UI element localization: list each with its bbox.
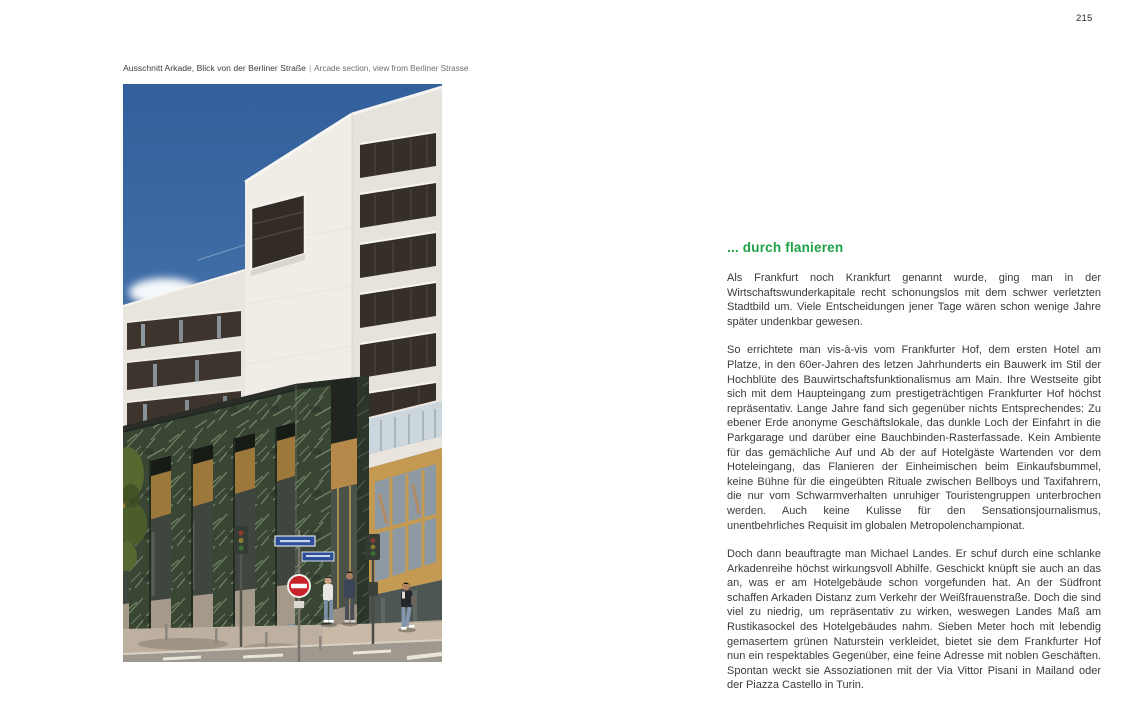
article-column (727, 240, 1101, 707)
photo-caption (123, 63, 623, 73)
paragraph-1: Als Frankfurt noch Krankfurt genannt wurde, ging man in der Wirtschaftswunderkapitale recht schonungslos mit dem schwer verletzten Stadtbild um. Viele Entscheidungen jener Tage wären schon wenige Jahre später undenkbar gewesen. (727, 272, 1101, 328)
street-name-sign (275, 536, 315, 546)
gold-storefront (369, 448, 442, 596)
paragraph-2: So errichtete man vis-à-vis vom Frankfurter Hof, dem ersten Hotel am Platze, in den 60er-Jahren des letzen Jahrhunderts ein Bauwerk im Stil der Hochblüte des Bauwirtschaftsfunktionalismus am Main. Ihre Westseite gibt sich mit dem Haupteingang zum prestigeträchtigen Frankfurter Hof höchst repräsentativ. Lange Jahre fand sich gegenüber nichts Entsprechendes: Zu ebener Erde anonyme Geschäftslokale, das dunkle Loch der Einfahrt in die Parkgarage und darüber eine Bauchbinden-Rasterfassade. Kein Ambiente für das gemächliche Auf und Ab der auf Hotelgäste Wartenden vor dem Hoteleingang, das Flanieren der Einheimischen beim Einkaufsbummel, keine Bühne für die eingeübten Rituale zwischen Bellboys und Taxifahrern, die nur vom Schwarmverhalten unruhiger Touristengruppen unterbrochen werden. Auch keine Kulisse für den Sensationsjournalismus, unentbehrliches Requisit im globalen Metropolenchampionat. (727, 344, 1101, 532)
tree-shadow (138, 638, 228, 650)
small-sign (294, 601, 304, 608)
side-pier (357, 376, 369, 636)
arcade-photo-illustration (123, 84, 442, 662)
caption-german: Ausschnitt Arkade, Blick von der Berliner Straße (123, 63, 306, 73)
caption-english: Arcade section, view from Berliner Strasse (314, 64, 469, 73)
caption-separator: | (308, 63, 312, 73)
page-number: 215 (1076, 13, 1093, 24)
paragraph-3: Doch dann beauftragte man Michael Landes. Er schuf durch eine schlanke Arkadenreihe höchst wirkungsvoll Abhilfe. Geschickt knüpft sie auch an das an, was er am Hotelgebäude schon vorgefunden hat. An der Südfront schaffen Arkaden Distanz zum Verkehr der Weißfrauenstraße. Doch die sind viel zu niedrig, um repräsentativ zu wirken, weswegen Landes Maß am Rustikasockel des Hotelgebäudes nahm. Sieben Meter hoch mit lebendig gemasertem grünen Naturstein verkleidet, bietet sie dem Frankfurter Hof nun ein respektables Gegenüber, eine feine Adresse mit noblen Geschäften. Spontan weckt sie Assoziationen mit der Via Vittor Pisani in Mailand oder der Piazza Castello in Turin. (727, 548, 1101, 692)
article-heading: ... durch flanieren (727, 240, 844, 255)
street-name-sign-small (302, 552, 334, 561)
no-entry-sign-icon (288, 575, 310, 597)
arcade-photo (123, 84, 442, 662)
